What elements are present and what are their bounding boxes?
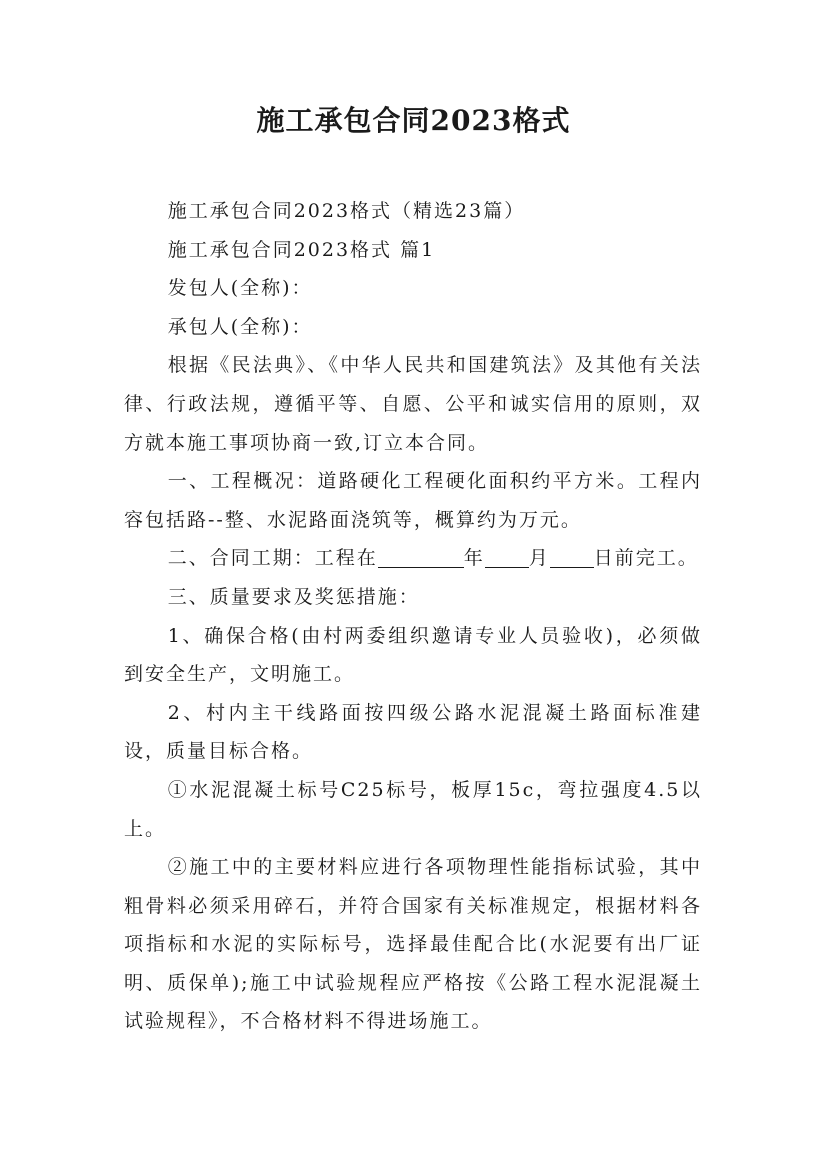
document-title: 施工承包合同2023格式 [256, 104, 571, 137]
paragraph-legal-basis: 根据《民法典》、《中华人民共和国建筑法》及其他有关法律、行政法规，遵循平等、自愿、公平和诚实信用的原则，双方就本施工事项协商一致,订立本合同。 [124, 354, 702, 454]
blank-day-field [550, 548, 594, 568]
paragraph-contractor: 承包人(全称)： [167, 315, 313, 338]
period-prefix: 二、合同工期：工程在 [167, 547, 378, 570]
paragraph-quality-heading: 三、质量要求及奖惩措施： [167, 585, 420, 608]
paragraph-project-overview: 一、工程概况：道路硬化工程硬化面积约平方米。工程内容包括路--整、水泥路面浇筑等，概算约为万元。 [124, 470, 702, 531]
paragraph-section-heading: 施工承包合同2023格式 篇1 [167, 238, 436, 261]
paragraph-quality-item-1: 1、确保合格(由村两委组织邀请专业人员验收)，必须做到安全生产，文明施工。 [124, 624, 702, 686]
paragraph-quality-sub-2: ②施工中的主要材料应进行各项物理性能指标试验，其中粗骨料必须采用碎石，并符合国家有关标准规定，根据材料各项指标和水泥的实际标号，选择最佳配合比(水泥要有出厂证明、质保单);施工中试验规程应严格按《公路工程水泥混凝土试验规程》，不合格材料不得进场施工。 [124, 856, 702, 1033]
period-year: 年 [463, 547, 485, 570]
blank-year-field [378, 548, 464, 568]
blank-month-field [485, 548, 529, 568]
paragraph-contract-period [124, 539, 702, 578]
paragraph-quality-sub-1: ①水泥混凝土标号C25标号，板厚15c，弯拉强度4.5以上。 [124, 778, 702, 840]
paragraph-quality-item-2: 2、村内主干线路面按四级公路水泥混凝土路面标准建设，质量目标合格。 [124, 701, 702, 763]
paragraph-subtitle: 施工承包合同2023格式（精选23篇） [167, 200, 526, 222]
document-body [124, 192, 702, 1041]
paragraph-employer: 发包人(全称)： [167, 277, 313, 300]
period-suffix: 日前完工。 [593, 547, 699, 570]
period-month: 月 [528, 547, 550, 570]
